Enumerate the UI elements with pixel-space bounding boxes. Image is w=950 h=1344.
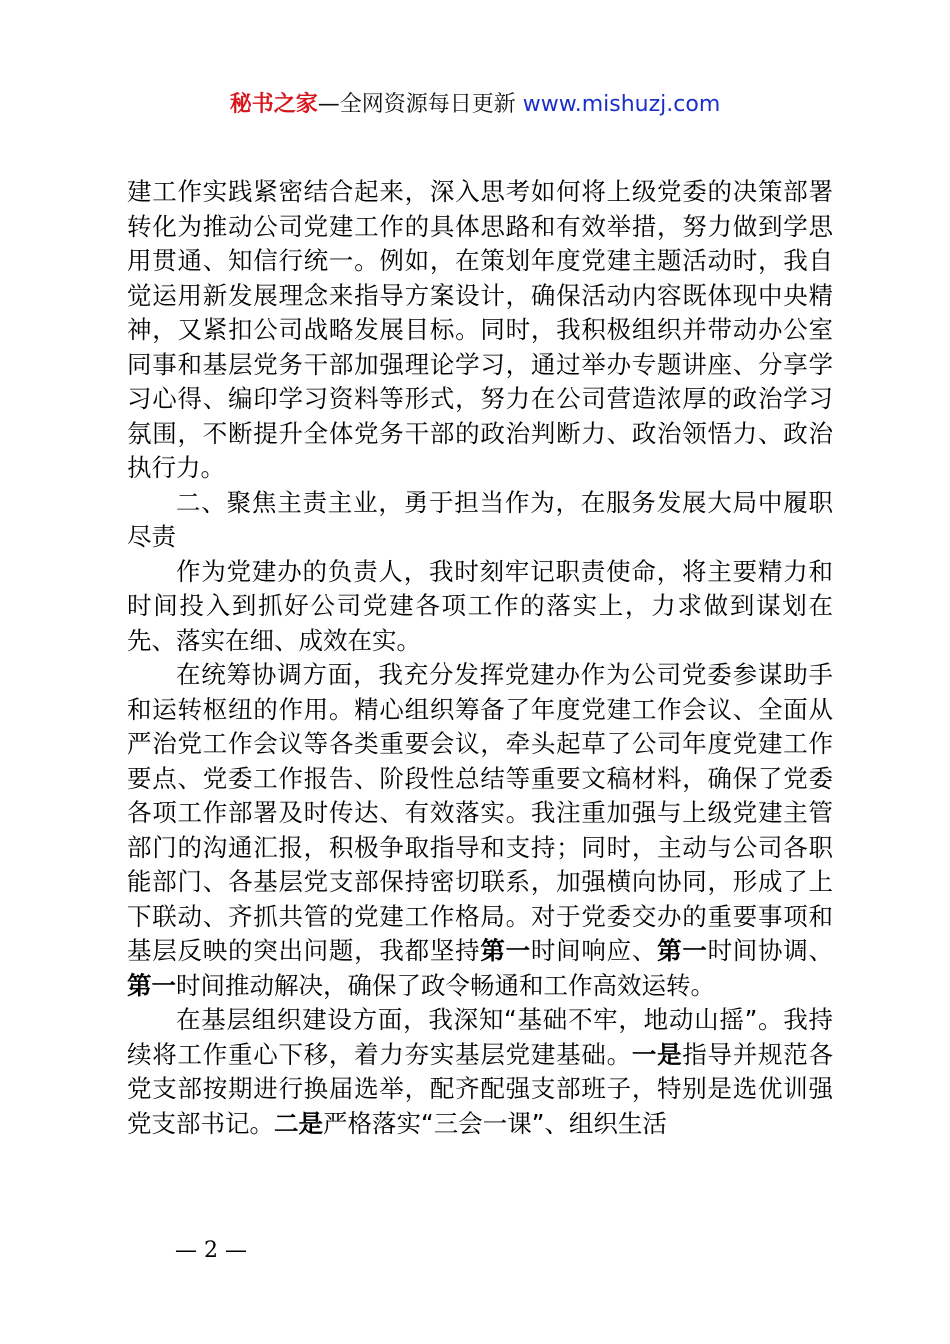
paragraph-continued: 建工作实践紧密结合起来，深入思考如何将上级党委的决策部署转化为推动公司党建工作的具体思路和有效举措，努力做到学思用贯通、知信行统一。例如，在策划年度党建主题活动时，我自觉运用新发展理念来指导方案设计，确保活动内容既体现中央精神，又紧扣公司战略发展目标。同时，我积极组织并带动办公室同事和基层党务干部加强理论学习，通过举办专题讲座、分享学习心得、编印学习资料等形式，努力在公司营造浓厚的政治学习氛围，不断提升全体党务干部的政治判断力、政治领悟力、政治执行力。 bbox=[127, 177, 833, 482]
site-url-link[interactable]: www.mishuzj.com bbox=[522, 92, 721, 117]
brand-name: 秘书之家 bbox=[229, 92, 318, 117]
page-number: — 2 — bbox=[175, 1238, 247, 1263]
banner-tagline: —全网资源每日更新 bbox=[317, 92, 516, 117]
text-run: 指导并规范各党支部按期进行换届选举，配齐配强支部班子，特别是选优训强党支部书记。 bbox=[127, 1039, 834, 1138]
emphasis-point-two: 二是 bbox=[274, 1108, 323, 1138]
text-run: 在统筹协调方面，我充分发挥党建办作为公司党委参谋助手和运转枢纽的作用。精心组织筹备了年度党建工作会议、全面从严治党工作会议等各类重要会议，牵头起草了公司年度党建工作要点、党委工作报告、阶段性总结等重要文稿材料，确保了党委各项工作部署及时传达、有效落实。我注重加强与上级党建主管部门的沟通汇报，积极争取指导和支持；同时，主动与公司各职能部门、各基层党支部保持密切联系，加强横向协同，形成了上下联动、齐抓共管的党建工作格局。对于党委交办的重要事项和基层反映的突出问题，我都坚持 bbox=[127, 660, 833, 965]
document-body bbox=[127, 175, 833, 1141]
section-heading-2: 二、聚焦主责主业，勇于担当作为，在服务发展大局中履职尽责 bbox=[127, 487, 833, 551]
text-run: 时间协调、 bbox=[707, 936, 834, 965]
text-run: 时间响应、 bbox=[530, 936, 658, 965]
paragraph-responsibility: 作为党建办的负责人，我时刻牢记职责使命，将主要精力和时间投入到抓好公司党建各项工作的落实上，力求做到谋划在先、落实在细、成效在实。 bbox=[127, 556, 833, 655]
paragraph-grassroots bbox=[127, 1003, 833, 1141]
text-run: 在基层组织建设方面，我深知“基础不牢，地动山摇”。我持续将工作重心下移，着力夯实基层党建基础。 bbox=[127, 1005, 833, 1069]
paragraph-coordination bbox=[127, 658, 833, 1003]
emphasis-first: 第一 bbox=[657, 936, 708, 965]
emphasis-first: 第一 bbox=[127, 970, 176, 1000]
text-run: 严格落实“三会一课”、组织生活 bbox=[323, 1108, 667, 1138]
emphasis-point-one: 一是 bbox=[631, 1039, 683, 1069]
emphasis-first: 第一 bbox=[480, 936, 531, 965]
text-run: 时间推动解决，确保了政令畅通和工作高效运转。 bbox=[176, 970, 715, 1000]
site-banner bbox=[0, 88, 950, 122]
